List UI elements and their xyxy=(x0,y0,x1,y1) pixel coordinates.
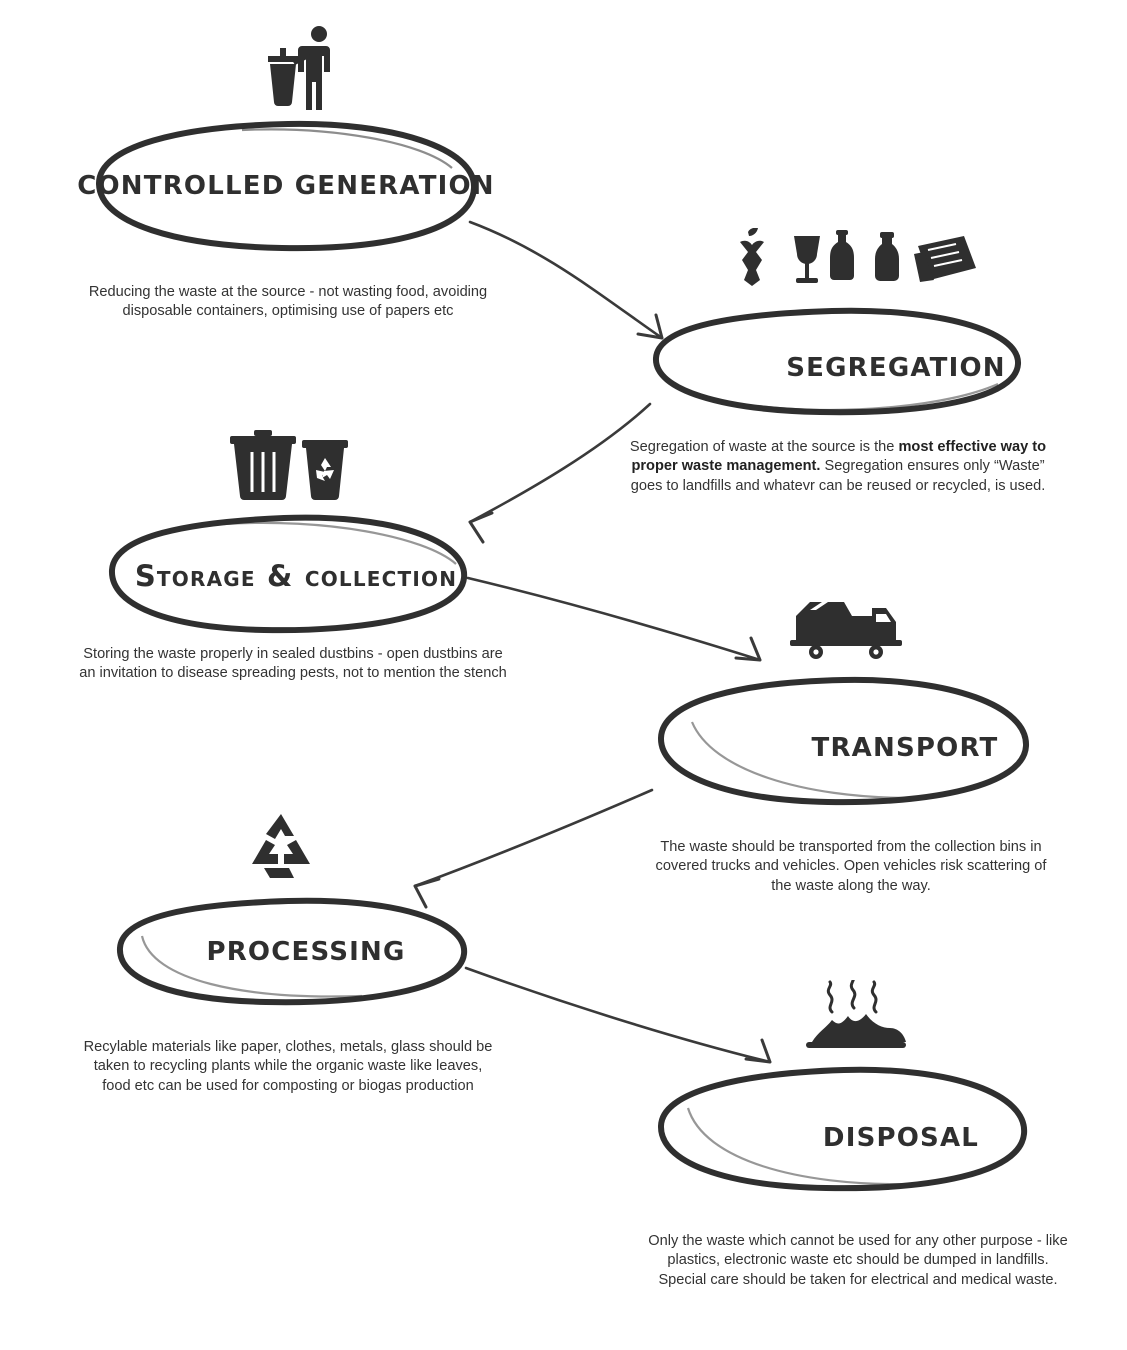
description-emphasis: most effective way to proper waste management. xyxy=(631,439,1047,475)
waste-types-icon xyxy=(718,228,976,290)
description-transport: The waste should be transported from the collection bins in covered trucks and vehicles. Open vehicles risk scattering of the waste along the way. xyxy=(655,839,1047,894)
dustbin-and-recycle-bin-icon xyxy=(228,430,348,500)
node-storage-collection[interactable] xyxy=(104,512,472,636)
node-label: Storage & collection xyxy=(134,559,458,593)
description-disposal: Only the waste which cannot be used for any other purpose - like plastics, electronic waste etc should be dumped in landfills. Special care should be taken for electrical and medical waste. xyxy=(648,1233,1068,1288)
description-segregation xyxy=(628,438,1048,496)
landfill-smoke-icon xyxy=(802,980,912,1050)
description-controlled-generation: Reducing the waste at the source - not wasting food, avoiding disposable containers, optimising use of papers etc xyxy=(88,284,488,320)
node-disposal[interactable] xyxy=(652,1064,1034,1196)
node-label: CONTROLLED GENERATION xyxy=(77,171,495,201)
description-part-2: Segregation ensures only “Waste” goes to landfills and whatevr can be reused or recycled, is used. xyxy=(630,458,1046,494)
node-processing[interactable] xyxy=(112,896,472,1008)
node-label: SEGREGATION xyxy=(786,353,1006,383)
garbage-truck-icon xyxy=(790,596,910,660)
node-controlled-generation[interactable] xyxy=(77,118,495,254)
description-part-1: Segregation of waste at the source is the xyxy=(629,439,899,455)
node-label: PROCESSING xyxy=(206,937,406,967)
description-storage-collection: Storing the waste properly in sealed dustbins - open dustbins are an invitation to disease spreading pests, not to mention the stench xyxy=(79,646,507,682)
recycle-symbol-icon xyxy=(246,812,316,882)
node-label: DISPOSAL xyxy=(822,1123,980,1153)
node-label: TRANSPORT xyxy=(811,733,999,763)
node-segregation[interactable] xyxy=(648,306,1024,418)
person-throwing-trash-icon xyxy=(262,22,342,114)
node-transport[interactable] xyxy=(652,674,1034,810)
description-processing: Recylable materials like paper, clothes, metals, glass should be taken to recycling plants while the organic waste like leaves, food etc can be used for composting or biogas production xyxy=(83,1039,493,1094)
